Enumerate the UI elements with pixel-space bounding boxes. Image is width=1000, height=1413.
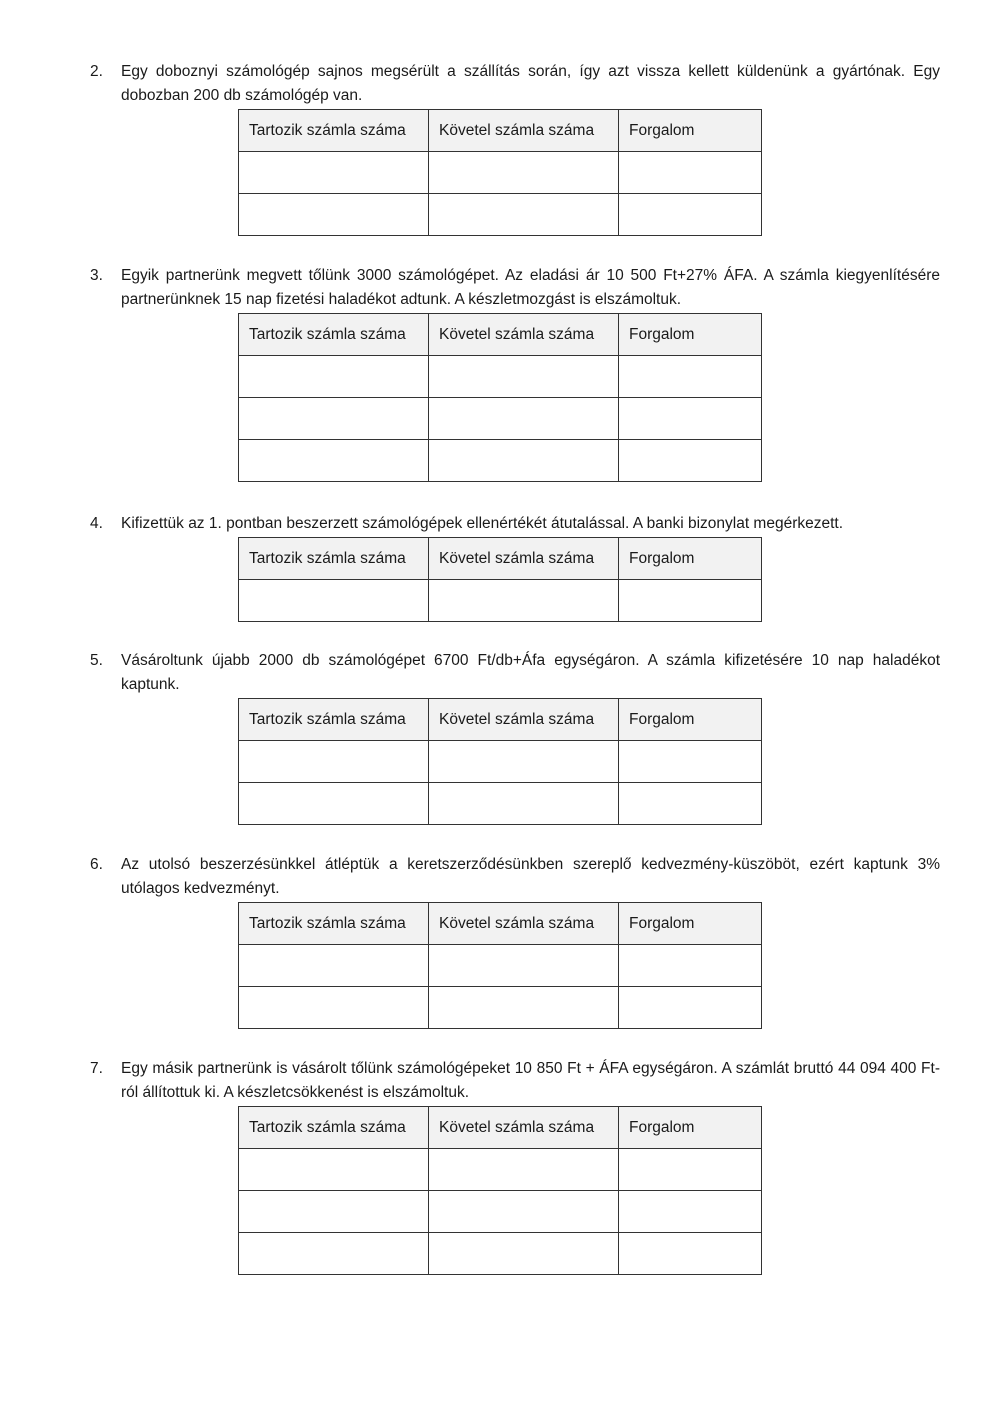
amount-header: Forgalom: [619, 903, 762, 945]
amount-cell[interactable]: [619, 440, 762, 482]
amount-cell[interactable]: [619, 356, 762, 398]
task-description: Vásároltunk újabb 2000 db számológépet 6700 Ft/db+Áfa egységáron. A számla kifizetésére 10 nap haladékot kaptunk.: [121, 652, 940, 693]
ledger-table: [238, 313, 762, 482]
task-description: Kifizettük az 1. pontban beszerzett számológépek ellenértékét átutalással. A banki bizonylat megérkezett.: [121, 515, 844, 532]
debit-header: Tartozik számla száma: [239, 110, 429, 152]
debit-cell[interactable]: [239, 945, 429, 987]
credit-header: Követel számla száma: [429, 903, 619, 945]
task-3: [90, 264, 940, 343]
table-row: [239, 398, 762, 440]
debit-header: Tartozik számla száma: [239, 538, 429, 580]
debit-cell[interactable]: [239, 1233, 429, 1275]
credit-cell[interactable]: [429, 1233, 619, 1275]
debit-header: Tartozik számla száma: [239, 903, 429, 945]
debit-cell[interactable]: [239, 194, 429, 236]
credit-cell[interactable]: [429, 194, 619, 236]
credit-header: Követel számla száma: [429, 314, 619, 356]
credit-header: Követel számla száma: [429, 1107, 619, 1149]
amount-header: Forgalom: [619, 1107, 762, 1149]
header-row: [239, 538, 762, 580]
amount-header: Forgalom: [619, 314, 762, 356]
table-row: [239, 152, 762, 194]
task-number: 3.: [90, 267, 103, 284]
task-number: 5.: [90, 652, 103, 669]
credit-cell[interactable]: [429, 1149, 619, 1191]
amount-cell[interactable]: [619, 741, 762, 783]
debit-cell[interactable]: [239, 783, 429, 825]
credit-cell[interactable]: [429, 783, 619, 825]
debit-cell[interactable]: [239, 741, 429, 783]
credit-cell[interactable]: [429, 356, 619, 398]
debit-cell[interactable]: [239, 398, 429, 440]
amount-cell[interactable]: [619, 945, 762, 987]
task-description: Egyik partnerünk megvett tőlünk 3000 számológépet. Az eladási ár 10 500 Ft+27% ÁFA. A számla kiegyenlítésére partnerünknek 15 nap fizetési haladékot adtunk. A készletmozgást is elszámoltuk.: [121, 267, 940, 308]
task-2: [90, 60, 940, 139]
table-row: [239, 783, 762, 825]
header-row: [239, 903, 762, 945]
amount-cell[interactable]: [619, 398, 762, 440]
task-number: 6.: [90, 856, 103, 873]
table-row: [239, 1191, 762, 1233]
header-row: [239, 110, 762, 152]
amount-cell[interactable]: [619, 194, 762, 236]
ledger-table: [238, 537, 762, 622]
debit-cell[interactable]: [239, 1191, 429, 1233]
task-number: 4.: [90, 515, 103, 532]
debit-header: Tartozik számla száma: [239, 699, 429, 741]
amount-cell[interactable]: [619, 580, 762, 622]
credit-cell[interactable]: [429, 741, 619, 783]
credit-cell[interactable]: [429, 152, 619, 194]
table-row: [239, 1233, 762, 1275]
debit-cell[interactable]: [239, 580, 429, 622]
task-number: 2.: [90, 63, 103, 80]
header-row: [239, 314, 762, 356]
debit-cell[interactable]: [239, 987, 429, 1029]
header-row: [239, 699, 762, 741]
amount-cell[interactable]: [619, 152, 762, 194]
table-row: [239, 741, 762, 783]
ledger-table: [238, 109, 762, 236]
credit-cell[interactable]: [429, 580, 619, 622]
table-row: [239, 945, 762, 987]
amount-header: Forgalom: [619, 538, 762, 580]
table-row: [239, 194, 762, 236]
table-row: [239, 580, 762, 622]
credit-cell[interactable]: [429, 987, 619, 1029]
table-row: [239, 356, 762, 398]
table-row: [239, 987, 762, 1029]
amount-cell[interactable]: [619, 987, 762, 1029]
task-description: Egy másik partnerünk is vásárolt tőlünk számológépeket 10 850 Ft + ÁFA egységáron. A számlát bruttó 44 094 400 Ft-ról állítottuk ki. A készletcsökkenést is elszámoltuk.: [121, 1060, 940, 1101]
table-row: [239, 1149, 762, 1191]
credit-cell[interactable]: [429, 440, 619, 482]
amount-cell[interactable]: [619, 783, 762, 825]
amount-cell[interactable]: [619, 1191, 762, 1233]
amount-header: Forgalom: [619, 699, 762, 741]
task-4: [90, 512, 940, 567]
credit-cell[interactable]: [429, 945, 619, 987]
task-6: [90, 853, 940, 932]
debit-cell[interactable]: [239, 440, 429, 482]
amount-cell[interactable]: [619, 1233, 762, 1275]
ledger-table: [238, 902, 762, 1029]
debit-cell[interactable]: [239, 1149, 429, 1191]
ledger-table: [238, 1106, 762, 1275]
amount-cell[interactable]: [619, 1149, 762, 1191]
task-description: Egy doboznyi számológép sajnos megsérült a szállítás során, így azt vissza kellett küldenünk a gyártónak. Egy dobozban 200 db számológép van.: [121, 63, 940, 104]
credit-cell[interactable]: [429, 398, 619, 440]
credit-cell[interactable]: [429, 1191, 619, 1233]
credit-header: Követel számla száma: [429, 110, 619, 152]
debit-cell[interactable]: [239, 152, 429, 194]
task-7: [90, 1057, 940, 1136]
debit-header: Tartozik számla száma: [239, 1107, 429, 1149]
header-row: [239, 1107, 762, 1149]
task-number: 7.: [90, 1060, 103, 1077]
task-5: [90, 649, 940, 728]
debit-cell[interactable]: [239, 356, 429, 398]
debit-header: Tartozik számla száma: [239, 314, 429, 356]
credit-header: Követel számla száma: [429, 538, 619, 580]
table-row: [239, 440, 762, 482]
task-description: Az utolsó beszerzésünkkel átléptük a keretszerződésünkben szereplő kedvezmény-küszöböt, ezért kaptunk 3% utólagos kedvezményt.: [121, 856, 940, 897]
ledger-table: [238, 698, 762, 825]
credit-header: Követel számla száma: [429, 699, 619, 741]
amount-header: Forgalom: [619, 110, 762, 152]
